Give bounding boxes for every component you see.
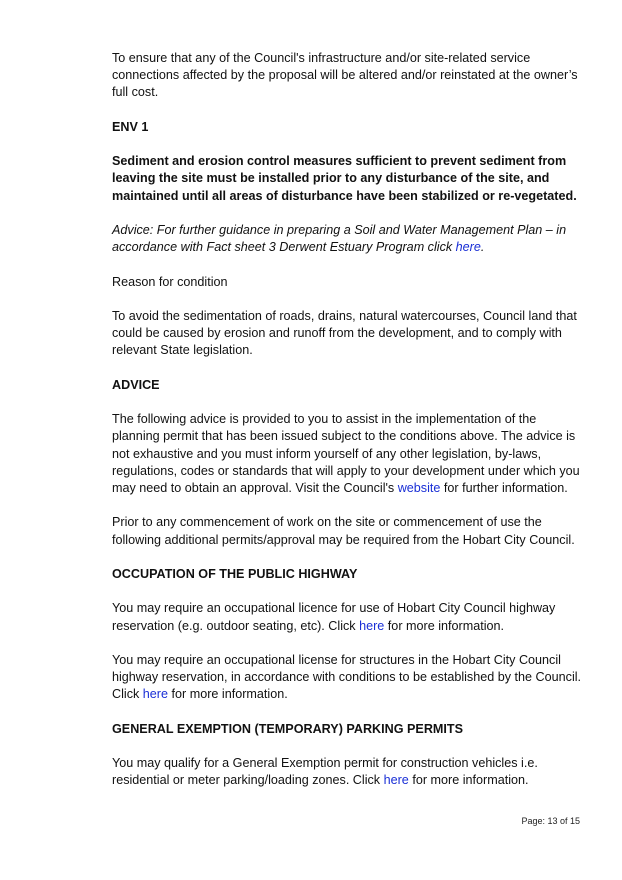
occupation-licence-end: for more information.: [384, 618, 504, 633]
occupation-structures-link[interactable]: here: [142, 687, 169, 702]
occupation-structures-text: You may require an occupational license for structures in the Hobart City Council highway reservation, in accordance with conditions to be established by the Council. Click: [112, 652, 582, 702]
exemption-paragraph: [112, 755, 587, 789]
occupation-licence-link[interactable]: here: [359, 618, 385, 633]
env1-condition: Sediment and erosion control measures sufficient to prevent sediment from leaving the site must be installed prior to any disturbance of the site, and maintained until all areas of disturbance have been stabilized or re-vegetated.: [112, 154, 577, 203]
env1-advice-text: Advice: For further guidance in preparing a Soil and Water Management Plan – in accordance with Fact sheet 3 Derwent Estuary Program click: [112, 222, 567, 255]
env1-heading: ENV 1: [112, 119, 149, 134]
page-number: Page: 13 of 15: [521, 816, 580, 826]
occupation-licence-paragraph: [112, 600, 587, 634]
env1-advice: [112, 222, 587, 256]
reason-label: Reason for condition: [112, 274, 228, 289]
reason-text: To avoid the sedimentation of roads, drains, natural watercourses, Council land that could be caused by erosion and runoff from the development, and to comply with relevant State legislation.: [112, 308, 577, 358]
exemption-text: You may qualify for a General Exemption permit for construction vehicles i.e. residential or meter parking/loading zones. Click: [112, 756, 538, 788]
occupation-structures-paragraph: [112, 652, 587, 704]
env1-advice-end: .: [480, 240, 485, 255]
occupation-heading: OCCUPATION OF THE PUBLIC HIGHWAY: [112, 566, 358, 581]
advice-text-end: for further information.: [440, 480, 568, 495]
advice-heading: ADVICE: [112, 377, 160, 392]
prior-commencement-paragraph: Prior to any commencement of work on the site or commencement of use the following additional permits/approval may be required from the Hobart City Council.: [112, 515, 575, 547]
occupation-licence-text: You may require an occupational licence for use of Hobart City Council highway reservation (e.g. outdoor seating, etc). Click: [112, 601, 556, 633]
infrastructure-paragraph: To ensure that any of the Council's infrastructure and/or site-related service connections affected by the proposal will be altered and/or reinstated at the owner’s full cost.: [112, 51, 578, 100]
advice-paragraph: [112, 411, 587, 497]
soil-water-plan-link[interactable]: here: [455, 240, 481, 255]
exemption-text-end: for more information.: [408, 773, 529, 788]
exemption-permit-link[interactable]: here: [383, 773, 409, 788]
exemption-heading: GENERAL EXEMPTION (TEMPORARY) PARKING PERMITS: [112, 721, 464, 736]
advice-text: The following advice is provided to you to assist in the implementation of the planning permit that has been issued subject to the conditions above. The advice is not exhaustive and you must inform yourself of any other legislation, by-laws, regulations, codes or standards that will apply to your development under which you may need to obtain an approval. Visit the Council's: [112, 412, 580, 495]
document-page: [112, 50, 587, 790]
occupation-structures-end: for more information.: [168, 687, 288, 702]
council-website-link[interactable]: website: [397, 480, 441, 495]
